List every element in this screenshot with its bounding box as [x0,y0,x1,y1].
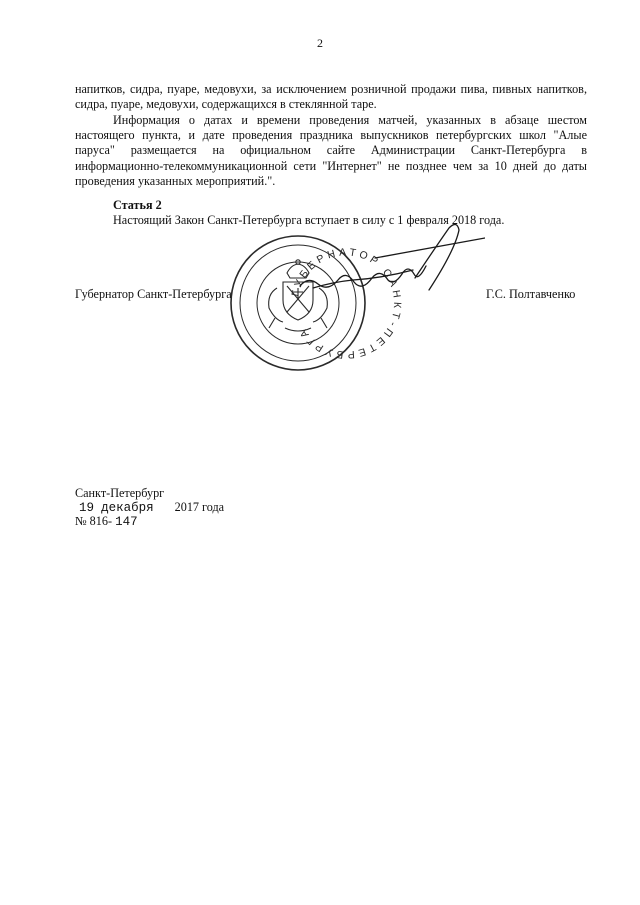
official-seal [231,236,403,370]
signatory-name: Г.С. Полтавченко [486,287,576,301]
signatory-title: Губернатор Санкт-Петербурга [75,287,232,301]
article-text: Настоящий Закон Санкт-Петербурга вступает в силу с 1 февраля 2018 года. [113,213,505,227]
date-day: 19 [79,501,95,515]
paragraph-continuation: напитков, сидра, пуаре, медовухи, за исключением розничной продажи пива, пивных напитков, сидра, пуаре, медовухи, содержащихся в стеклянной таре. [75,82,587,112]
signing-date [75,500,224,515]
seal-and-signature [225,218,485,393]
date-month: декабря [101,501,154,515]
paragraph-information: Информация о датах и времени проведения матчей, указанных в абзаце шестом настоящего пункта, и дате проведения праздника выпускников петербургских школ "Алые паруса" размещается на официальном сайте Администрации Санкт-Петербурга в информационно-телекоммуникационной сети "Интернет" не позднее чем за 10 дней до даты проведения указанных мероприятий.". [75,113,587,188]
place-of-signing: Санкт-Петербург [75,486,165,500]
law-number-value: 147 [115,515,138,529]
article-heading: Статья 2 [113,198,162,212]
date-year: 2017 года [174,500,225,514]
seal-ring-text: ГУБЕРНАТОР САНКТ-ПЕТЕРБУРГА [289,246,404,361]
law-number-prefix: № 816- [75,514,113,528]
law-number [75,514,138,529]
seal-svg [225,218,485,393]
coat-of-arms-icon [269,260,328,331]
page-number: 2 [317,36,323,50]
